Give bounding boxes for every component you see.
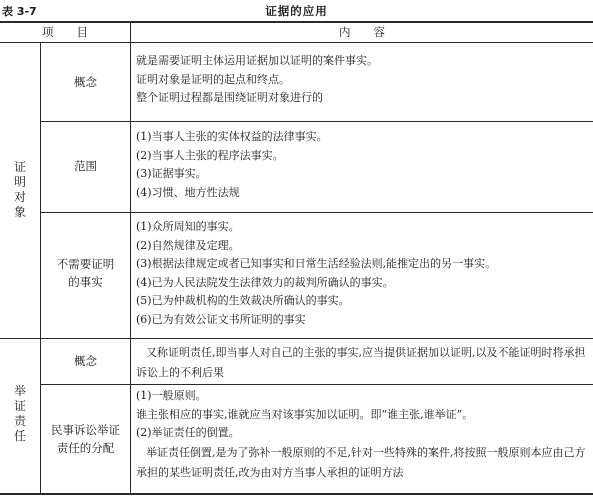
content-burden-concept xyxy=(136,343,588,383)
content-line: (2)举证责任的倒置。 xyxy=(136,426,240,440)
sub-item-label: 范围 xyxy=(74,159,97,173)
category-char: 责 xyxy=(13,414,26,428)
column-rule xyxy=(130,22,131,494)
category-char: 证 xyxy=(13,160,26,174)
category-char: 象 xyxy=(13,205,26,219)
content-line: (3)证据事实。 xyxy=(136,167,207,180)
content-line: (4)习惯、地方性法规 xyxy=(136,185,240,199)
sub-item-label: 不需要证明 xyxy=(56,257,115,271)
category-char: 对 xyxy=(13,190,26,204)
category-char: 证 xyxy=(13,399,26,413)
content-no-proof-needed xyxy=(136,218,588,330)
header-rule xyxy=(0,42,593,43)
content-line: (1)当事人主张的实体权益的法律事实。 xyxy=(136,130,328,143)
content-line: 整个证明过程都是围绕证明对象进行的 xyxy=(136,91,323,104)
sub-item-label: 责任的分配 xyxy=(56,441,115,455)
row-rule xyxy=(41,384,593,385)
content-line: (2)当事人主张的程序法事实。 xyxy=(136,148,284,162)
content-line: 证明对象是证明的起点和终点。 xyxy=(136,72,290,86)
sub-item-label: 的事实 xyxy=(68,275,103,289)
row-rule xyxy=(41,212,593,213)
category-char: 明 xyxy=(13,175,26,189)
content-scope xyxy=(136,128,588,202)
content-paragraph: 又称证明责任,即当事人对自己的主张的事实,应当提供证据加以证明,以及不能证明时将承担诉讼上的不利后果 xyxy=(136,346,586,379)
content-line: (4)已为人民法院发生法律效力的裁判所确认的事实。 xyxy=(136,275,394,289)
content-line: (6)已为有效公证文书所证明的事实 xyxy=(136,312,306,326)
sub-item-no-proof-needed xyxy=(41,255,130,291)
content-concept xyxy=(136,52,588,108)
content-line: (3)根据法律规定或者已知事实和日常生活经验法则,能推定出的另一事实。 xyxy=(136,257,497,271)
category-char: 任 xyxy=(13,429,26,443)
sub-item-label: 概念 xyxy=(74,75,97,89)
content-burden-allocation xyxy=(136,387,588,483)
content-line: (5)已为仲裁机构的生效裁决所确认的事实。 xyxy=(136,294,350,308)
group-rule xyxy=(0,338,593,339)
table-title: 证据的应用 xyxy=(265,4,328,18)
table-number: 表 3-7 xyxy=(2,5,37,18)
content-line: 谁主张相应的事实,谁就应当对该事实加以证明。即“谁主张,谁举证”。 xyxy=(136,407,474,421)
sub-item-concept xyxy=(41,73,130,91)
table-caption xyxy=(0,3,593,19)
content-line: (2)自然规律及定理。 xyxy=(136,238,240,252)
content-line: (1)众所周知的事实。 xyxy=(136,220,240,233)
sub-item-label: 民事诉讼举证 xyxy=(51,423,120,437)
sub-item-label: 概念 xyxy=(74,354,97,368)
category-proof-object xyxy=(0,160,40,220)
header-item: 项 目 xyxy=(42,25,88,39)
row-rule xyxy=(41,121,593,122)
content-line: 就是需要证明主体运用证据加以证明的案件事实。 xyxy=(136,54,378,67)
sub-item-burden-allocation xyxy=(41,421,130,457)
sub-item-burden-concept xyxy=(41,352,130,370)
category-char: 举 xyxy=(13,384,26,398)
sub-item-scope xyxy=(41,157,130,175)
content-line: (1)一般原则。 xyxy=(136,389,207,402)
table-bottom-rule xyxy=(0,493,593,495)
category-burden-of-proof xyxy=(0,384,40,444)
content-paragraph: 举证责任倒置,是为了弥补一般原则的不足,针对一些特殊的案件,将按照一般原则本应由己方承担的某些证明责任,改为由对方当事人承担的证明方法 xyxy=(136,445,586,479)
header-content: 内 容 xyxy=(339,25,385,39)
